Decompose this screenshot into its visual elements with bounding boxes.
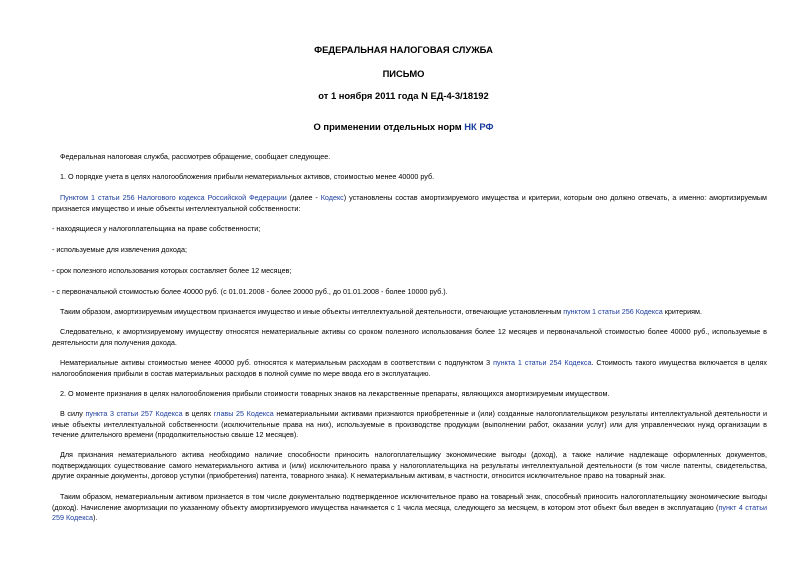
section-1-heading: 1. О порядке учета в целях налогообложения прибыли нематериальных активов, стоимостью менее 40000 руб.	[60, 172, 435, 181]
document-subject	[0, 121, 807, 133]
p4-text-1: Таким образом, амортизируемым имуществом признается имущество и иные объекты интеллектуальной деятельности, отвечающие установленным	[60, 307, 564, 316]
list-item-cost: - с первоначальной стоимостью более 40000 руб. (с 01.01.2008 - более 20000 руб., до 01.01.2008 - более 10000 руб.).	[52, 287, 448, 296]
paragraph-consequently: Следовательно, к амортизируемому имуществу относятся нематериальные активы со сроком полезного использования более 12 месяцев и первоначальной стоимостью более 40000 руб., используемые в деятельности для получения дохода.	[52, 327, 767, 347]
paragraph-material-expenses	[52, 358, 767, 379]
paragraph-intro: Федеральная налоговая служба, рассмотрев обращение, сообщает следующее.	[60, 152, 331, 161]
art257-link[interactable]: пункта 3 статьи 257 Кодекса	[85, 409, 183, 418]
paragraph-conclusion-2	[52, 492, 767, 524]
list-item-term: - срок полезного использования которых составляет более 12 месяцев;	[52, 266, 292, 275]
paragraph-intangible-definition	[52, 409, 767, 441]
p8-text-2: в целях	[182, 409, 214, 418]
document-type: ПИСЬМО	[382, 68, 425, 79]
p6-text-1: Нематериальные активы стоимостью менее 40000 руб. относятся к материальным расходам в соответствии с подпунктом 3	[60, 358, 494, 367]
list-item-ownership: - находящиеся у налогоплательщика на праве собственности;	[52, 224, 261, 233]
nk-rf-link[interactable]: НК РФ	[464, 121, 494, 132]
art259-link[interactable]: пункт 4 статьи 259 Кодекса	[52, 502, 767, 522]
agency-title: ФЕДЕРАЛЬНАЯ НАЛОГОВАЯ СЛУЖБА	[314, 44, 493, 55]
art254-link[interactable]: пункта 1 статьи 254 Кодекса	[493, 358, 592, 367]
p10-text-1: Таким образом, нематериальным активом признается в том числе документально подтвержденное исключительное право на товарный знак, способный приносить налогоплательщику экономические выгоды (доход). Начисление амортизации по указанному объекту амортизируемого имущества начинается с 1 числа месяца, следующего за месяцем, в котором этот объект был введен в эксплуатацию (	[52, 492, 767, 512]
art256-p1-link[interactable]: пунктом 1 статьи 256 Кодекса	[563, 307, 663, 316]
p3-text-2: ) установлены состав амортизируемого имущества и критерии, которым оно должно отвечать, а именно: амортизируемым признается имущество и иные объекты интеллектуальной собственности:	[52, 193, 767, 213]
paragraph-conclusion-1	[52, 307, 767, 318]
p8-text-3: нематериальными активами признаются приобретенные и (или) созданные налогоплательщиком результаты интеллектуальной деятельности и иные объекты интеллектуальной собственности (исключительные права на них), используемые в производстве продукции (выполнении работ, оказании услуг) или для управленческих нужд организации в течение длительного времени (продолжительностью свыше 12 месяцев).	[52, 409, 767, 439]
subject-prefix: О применении отдельных норм	[313, 121, 465, 132]
p8-text-1: В силу	[60, 409, 86, 418]
p10-text-2: ).	[93, 513, 98, 522]
paragraph-recognition: Для признания нематериального актива необходимо наличие способности приносить налогоплательщику экономические выгоды (доход), а также наличие надлежаще оформленных документов, подтверждающих существование самого нематериального актива и (или) исключительного права у налогоплательщика на результаты интеллектуальной деятельности (в том числе патенты, свидетельства, другие охранные документы, договор уступки (приобретения) патента, товарного знака). К нематериальным активам, в частности, относится исключительное право на товарный знак.	[52, 450, 767, 480]
p4-text-2: критериям.	[662, 307, 702, 316]
list-item-income: - используемые для извлечения дохода;	[52, 245, 187, 254]
kodeks-link[interactable]: Кодекс	[320, 193, 344, 202]
p6-text-2: . Стоимость такого имущества включается в целях налогообложения прибыли в состав материальных расходов в полной сумме по мере ввода его в эксплуатацию.	[52, 358, 767, 378]
paragraph-art256	[52, 193, 767, 214]
document-date-number: от 1 ноября 2011 года N ЕД-4-3/18192	[318, 90, 489, 101]
p3-text-1: (далее -	[286, 193, 321, 202]
chapter25-link[interactable]: главы 25 Кодекса	[213, 409, 274, 418]
section-2-heading: 2. О моменте признания в целях налогообложения прибыли стоимости товарных знаков на лекарственные препараты, являющихся амортизируемым имуществом.	[60, 389, 610, 398]
art256-nk-link[interactable]: Пунктом 1 статьи 256 Налогового кодекса Российской Федерации	[60, 193, 287, 202]
